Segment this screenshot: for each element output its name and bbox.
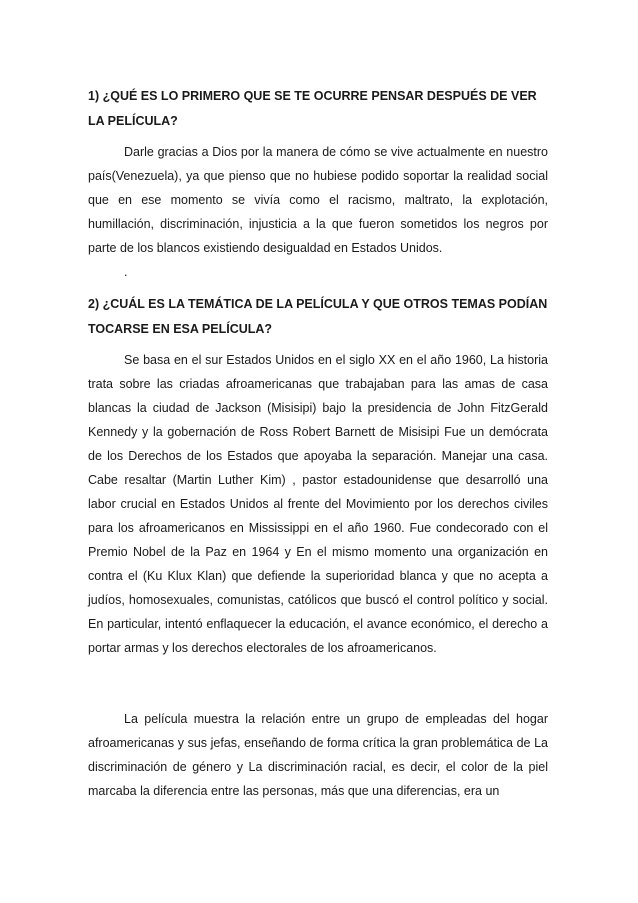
question-1-heading: 1) ¿QUÉ ES LO PRIMERO QUE SE TE OCURRE PENSAR DESPUÉS DE VER LA PELÍCULA? (88, 89, 537, 128)
answer-1-paragraph: Darle gracias a Dios por la manera de cómo se vive actualmente en nuestro país(Venezuela), ya que pienso que no hubiese podido soportar la realidad social que en ese momento se vivía como el racismo, maltrato, la explotación, humillación, discriminación, injusticia a la que fueron sometidos los negros por parte de los blancos existiendo desigualdad en Estados Unidos. (88, 145, 548, 255)
question-2-heading: 2) ¿CUÁL ES LA TEMÁTICA DE LA PELÍCULA Y QUE OTROS TEMAS PODÍAN TOCARSE EN ESA PELÍCULA? (88, 297, 548, 336)
answer-2-paragraph-continued: La película muestra la relación entre un grupo de empleadas del hogar afroamericanas y sus jefas, enseñando de forma crítica la gran problemática de La discriminación de género y La discriminación racial, es decir, el color de la piel marcaba la diferencia entre las personas, más que una diferencias, era un (88, 712, 548, 798)
answer-2-paragraph: Se basa en el sur Estados Unidos en el siglo XX en el año 1960, La historia trata sobre las criadas afroamericanas que trabajaban para las amas de casa blancas la ciudad de Jackson (Misisipi) bajo la presidencia de John FitzGerald Kennedy y la gobernación de Ross Robert Barnett de Misisipi Fue un demócrata de los Derechos de los Estados que apoyaba la separación. Manejar una casa. Cabe resaltar (Martin Luther Kim) , pastor estadounidense que desarrolló una labor crucial en Estados Unidos al frente del Movimiento por los derechos civiles para los afroamericanos en Mississippi en el año 1960. Fue condecorado con el Premio Nobel de la Paz en 1964 y En el mismo momento una organización en contra el (Ku Klux Klan) que defiende la superioridad blanca y que no acepta a judíos, homosexuales, comunistas, católicos que buscó el control político y social. En particular, intentó enflaquecer la educación, el avance económico, el derecho a portar armas y los derechos electorales de los afroamericanos. (88, 353, 548, 655)
stray-period: . (124, 265, 128, 279)
document-body (88, 84, 548, 803)
